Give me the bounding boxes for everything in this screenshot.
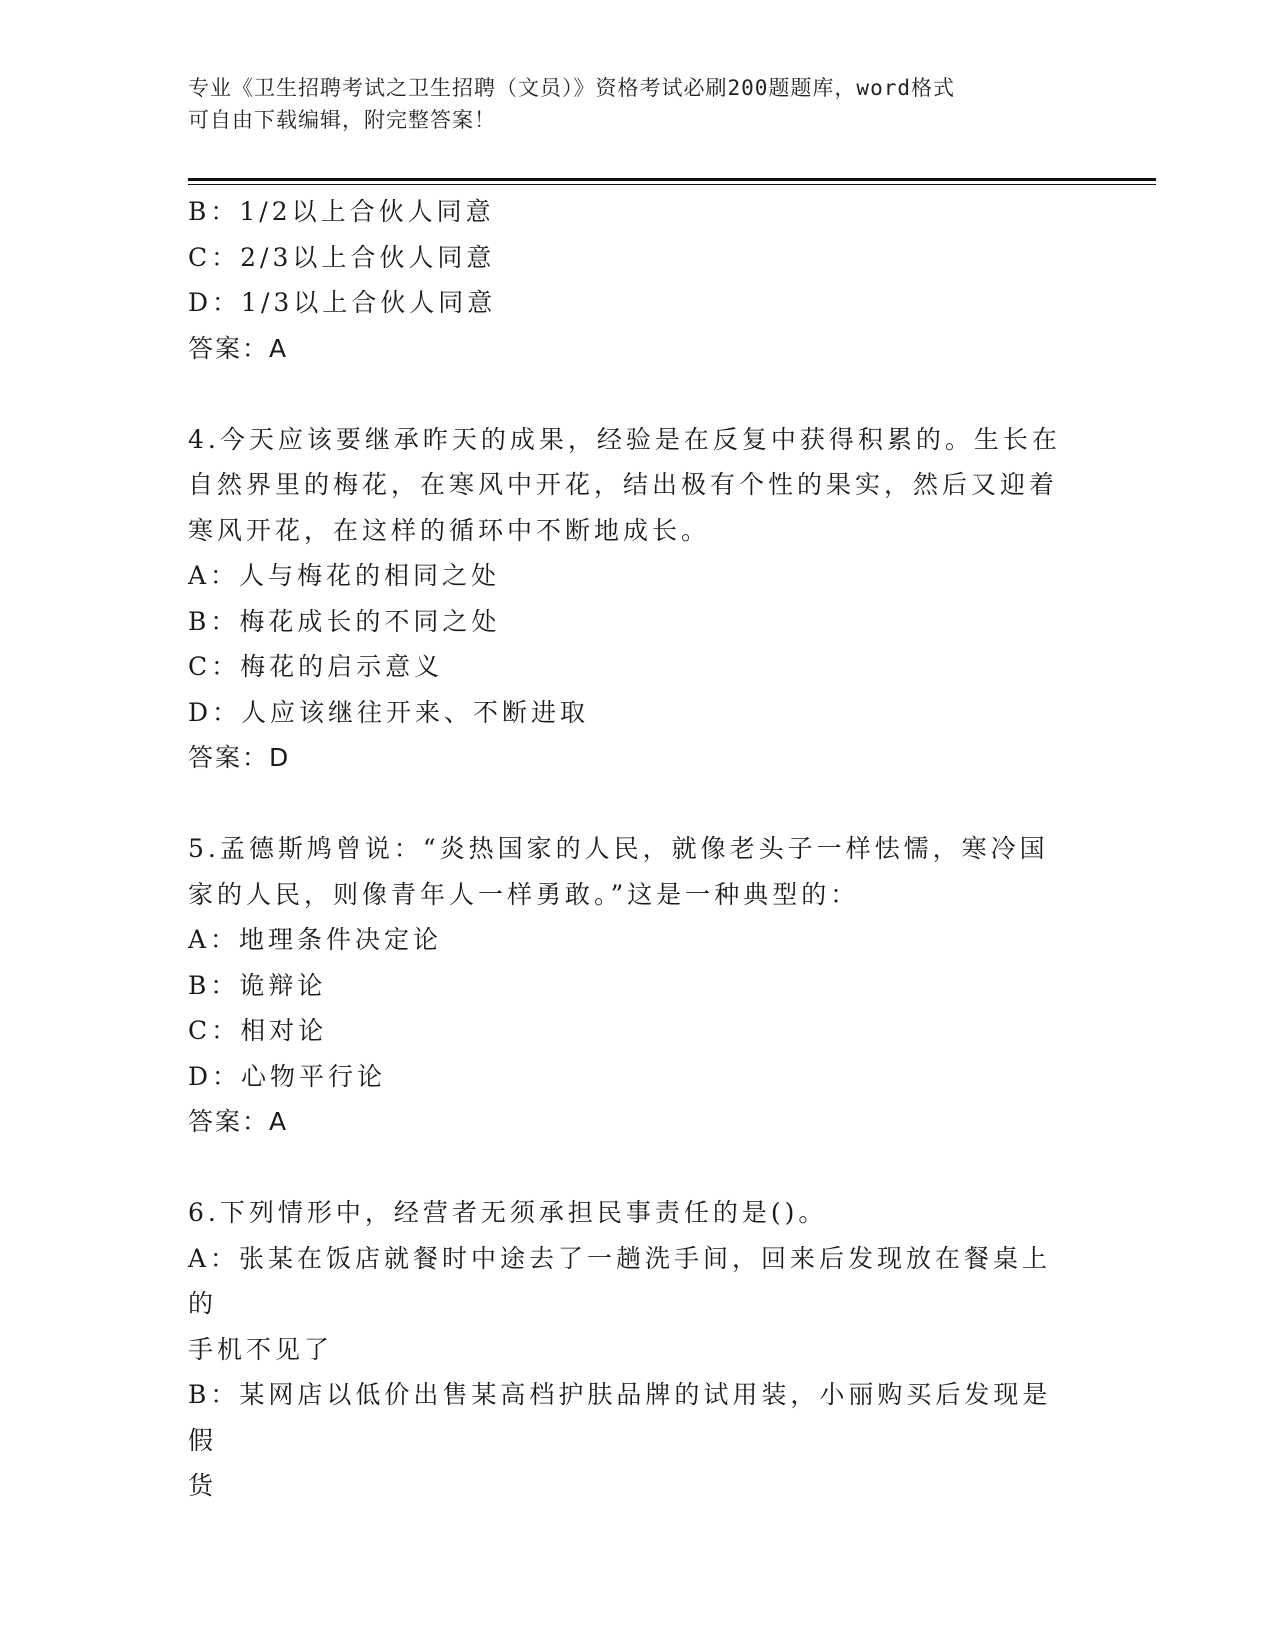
document-header [188, 72, 1088, 136]
question-6 [188, 1190, 1078, 1509]
question-stem-line: 自然界里的梅花，在寒风中开花，结出极有个性的果实，然后又迎着 [188, 470, 1059, 499]
option-a-continuation: 手机不见了 [188, 1334, 334, 1364]
option-b: B：1/2以上合伙人同意 [188, 197, 495, 226]
option-b: B：某网店以低价出售某高档护肤品牌的试用装，小丽购买后发现是假 [188, 1380, 1052, 1455]
question-stem-line: 5.孟德斯鸠曾说：“炎热国家的人民，就像老头子一样怯懦，寒冷国 [188, 834, 1049, 863]
header-divider-thick [188, 178, 1156, 181]
option-b: B：梅花成长的不同之处 [188, 606, 501, 636]
option-b: B：诡辩论 [188, 970, 327, 1000]
question-5 [188, 826, 1078, 1145]
question-stem-line: 家的人民，则像青年人一样勇敢。”这是一种典型的： [188, 879, 860, 909]
option-d: D：1/3以上合伙人同意 [188, 288, 497, 317]
header-divider-thin [188, 184, 1156, 185]
question-3-tail [188, 189, 1078, 371]
question-stem-line: 6.下列情形中，经营者无须承担民事责任的是()。 [188, 1198, 828, 1227]
header-title-line-1: 专业《卫生招聘考试之卫生招聘（文员）》资格考试必刷200题题库，word格式 [188, 76, 955, 100]
question-spacer [188, 371, 1078, 417]
option-a: A：人与梅花的相同之处 [188, 561, 501, 590]
header-title-line-2: 可自由下载编辑，附完整答案！ [188, 108, 496, 132]
answer-line: 答案：A [188, 333, 289, 363]
option-b-continuation: 货 [188, 1471, 218, 1500]
option-c: C：2/3以上合伙人同意 [188, 242, 496, 272]
question-4 [188, 417, 1078, 781]
option-d: D：心物平行论 [188, 1061, 387, 1091]
option-a: A：地理条件决定论 [188, 925, 443, 954]
question-stem-line: 4.今天应该要继承昨天的成果，经验是在反复中获得积累的。生长在 [188, 424, 1061, 454]
question-spacer [188, 1145, 1078, 1191]
question-spacer [188, 781, 1078, 827]
option-d: D：人应该继往开来、不断进取 [188, 697, 590, 727]
question-content [188, 189, 1078, 1509]
option-a: A：张某在饭店就餐时中途去了一趟洗手间，回来后发现放在餐桌上的 [188, 1243, 1052, 1318]
question-stem-line: 寒风开花，在这样的循环中不断地成长。 [188, 515, 711, 545]
option-c: C：梅花的启示意义 [188, 652, 444, 681]
option-c: C：相对论 [188, 1016, 328, 1045]
answer-line: 答案：A [188, 1107, 289, 1136]
answer-line: 答案：D [188, 743, 291, 772]
